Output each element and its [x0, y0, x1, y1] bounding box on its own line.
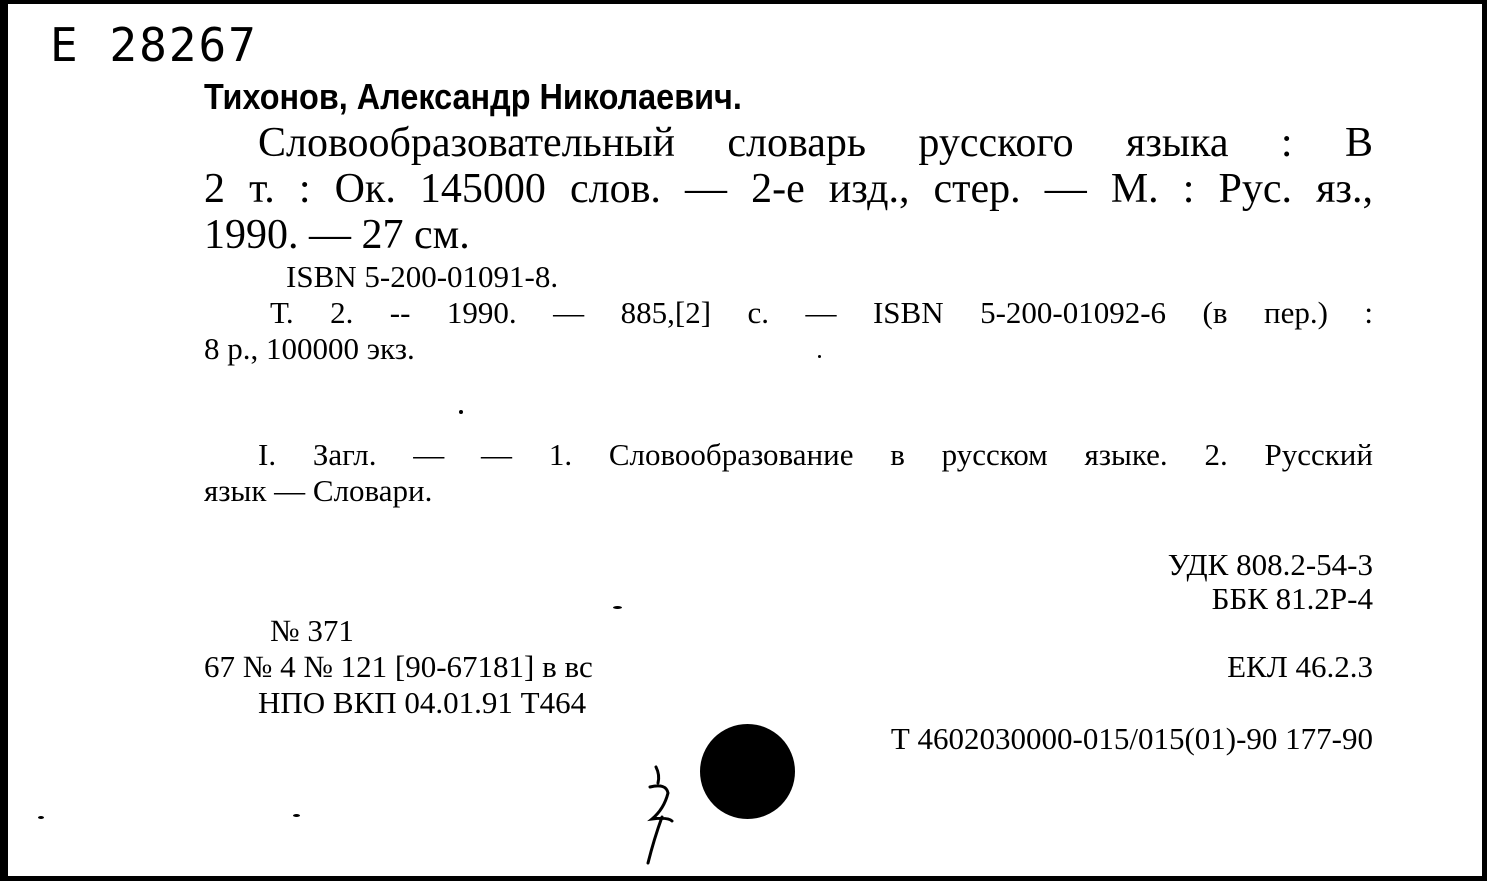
tracing-line-2: язык — Словари. — [204, 473, 433, 508]
tracing-line-1: I. Загл. — — 1. Словообразование в русском языке. 2. Русский — [258, 437, 1373, 472]
speck — [613, 606, 622, 609]
control-code-line: Т 4602030000-015/015(01)-90 177-90 — [890, 721, 1373, 756]
author-heading: Тихонов, Александр Николаевич. — [204, 76, 742, 117]
volume-line-1: Т. 2. -- 1990. — 885,[2] с. — ISBN 5-200-01092-6 (в пер.) : — [270, 295, 1373, 330]
catalog-card — [8, 4, 1482, 876]
isbn-line: ISBN 5-200-01091-8. — [286, 259, 559, 294]
udk-code: УДК 808.2-54-3 — [1167, 547, 1373, 582]
speck — [818, 355, 821, 358]
npo-line: НПО ВКП 04.01.91 Т464 — [258, 685, 587, 720]
order-line: 67 № 4 № 121 [90-67181] в вс — [204, 649, 593, 684]
title-line-2: 2 т. : Ок. 145000 слов. — 2-е изд., стер. — М. : Рус. яз., — [204, 166, 1373, 212]
title-line-3: 1990. — 27 см. — [204, 212, 470, 258]
card-number: № 371 — [270, 613, 354, 648]
speck — [38, 816, 44, 819]
speck — [459, 410, 463, 414]
punch-hole — [700, 724, 795, 819]
bbk-code: ББК 81.2Р-4 — [1211, 581, 1373, 616]
ekl-code: ЕКЛ 46.2.3 — [1227, 649, 1373, 684]
title-line-1: Словообразовательный словарь русского языка : В — [258, 120, 1373, 166]
volume-line-2: 8 р., 100000 экз. — [204, 331, 415, 366]
shelf-mark: Е 28267 — [50, 18, 258, 72]
speck — [293, 814, 300, 817]
handwritten-mark-icon — [628, 759, 698, 869]
